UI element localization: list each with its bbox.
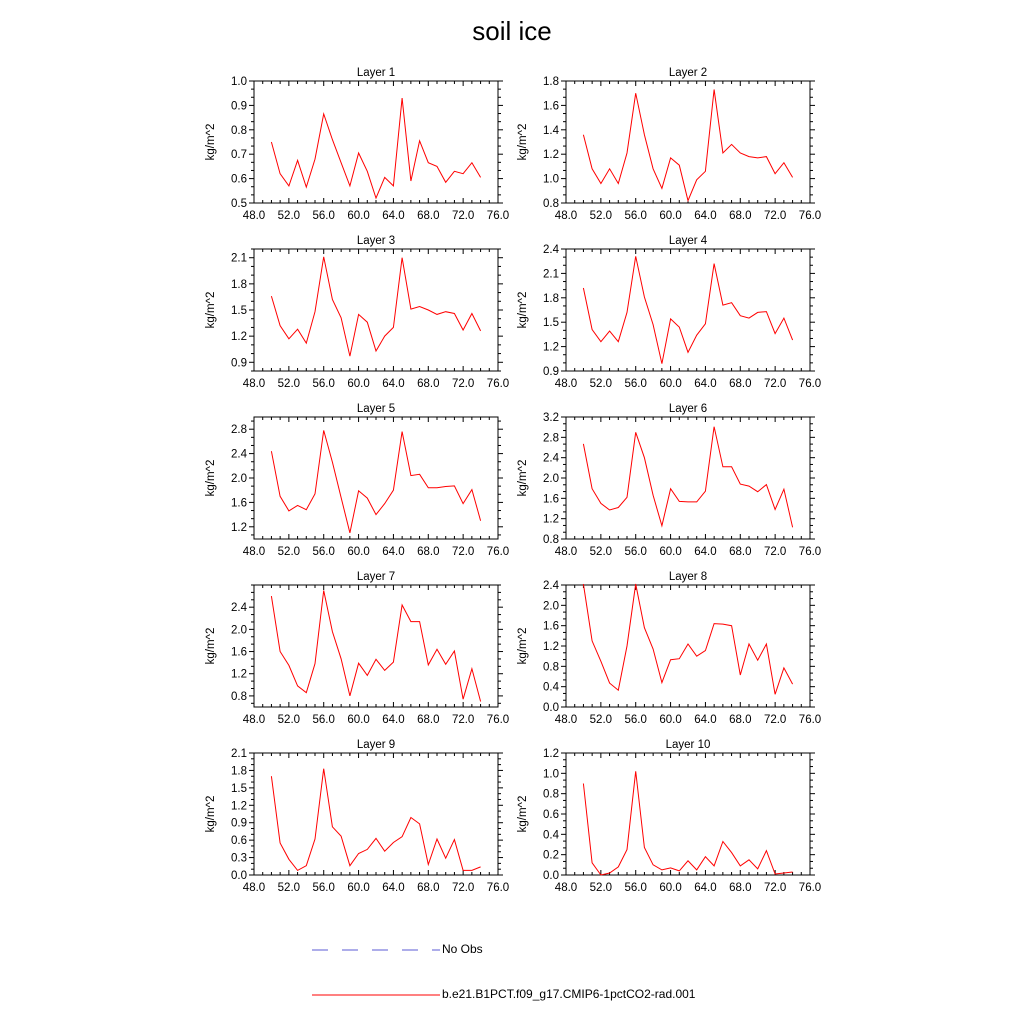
y-tick-label: 1.8	[543, 76, 559, 88]
x-tick-label: 68.0	[417, 714, 440, 726]
x-tick-label: 68.0	[417, 546, 440, 558]
legend-label-model-run: b.e21.B1PCT.f09_g17.CMIP6-1pctCO2-rad.001	[442, 987, 696, 1001]
x-tick-label: 60.0	[659, 882, 682, 894]
chart-panel-layer-7	[205, 571, 509, 726]
chart-panel-layer-2	[517, 67, 821, 222]
x-tick-label: 76.0	[798, 210, 822, 222]
y-tick-label: 2.1	[231, 252, 247, 265]
x-tick-label: 48.0	[242, 210, 266, 222]
y-tick-label: 1.2	[231, 668, 247, 681]
y-axis-label: kg/m^2	[517, 627, 529, 665]
x-tick-label: 72.0	[763, 210, 787, 222]
y-tick-label: 1.2	[543, 513, 559, 526]
y-tick-label: 1.2	[543, 641, 559, 653]
y-tick-label: 1.2	[543, 341, 559, 354]
x-tick-label: 48.0	[554, 882, 578, 894]
x-tick-label: 72.0	[451, 378, 475, 390]
panel-title: Layer 2	[668, 67, 708, 79]
panel-title: Layer 8	[668, 571, 708, 583]
series-line	[271, 98, 480, 198]
x-tick-label: 56.0	[312, 714, 335, 726]
y-tick-label: 0.6	[231, 173, 247, 186]
y-axis-label: kg/m^2	[205, 291, 217, 329]
x-tick-label: 76.0	[486, 546, 510, 558]
series-line	[271, 591, 480, 702]
x-tick-label: 64.0	[382, 882, 405, 894]
y-tick-label: 1.2	[231, 521, 247, 534]
plot-frame	[566, 585, 810, 707]
chart-panel-layer-9	[205, 739, 509, 894]
x-tick-label: 72.0	[763, 378, 787, 390]
y-tick-label: 0.4	[543, 829, 559, 842]
y-tick-label: 2.4	[231, 602, 247, 615]
y-tick-label: 2.4	[543, 452, 559, 465]
x-tick-label: 76.0	[798, 378, 822, 390]
legend-swatch-model-run	[312, 989, 440, 1001]
x-tick-label: 56.0	[624, 378, 647, 390]
chart-panel-layer-10	[517, 739, 821, 894]
x-tick-label: 48.0	[554, 714, 578, 726]
x-tick-label: 56.0	[624, 714, 647, 726]
x-tick-label: 60.0	[347, 378, 370, 390]
x-tick-label: 60.0	[347, 882, 370, 894]
y-tick-label: 1.2	[543, 149, 559, 162]
x-tick-label: 48.0	[242, 378, 266, 390]
series-line	[583, 90, 792, 201]
y-tick-label: 0.8	[231, 124, 247, 137]
y-tick-label: 1.8	[231, 765, 247, 778]
x-tick-label: 64.0	[382, 210, 405, 222]
x-tick-label: 72.0	[763, 882, 787, 894]
panel-title: Layer 6	[668, 403, 708, 415]
x-tick-label: 56.0	[312, 882, 335, 894]
y-tick-label: 0.0	[543, 870, 559, 882]
panel-title: Layer 1	[356, 67, 396, 79]
y-axis-label: kg/m^2	[517, 459, 529, 497]
x-tick-label: 64.0	[694, 378, 717, 390]
x-tick-label: 68.0	[417, 210, 440, 222]
x-tick-label: 52.0	[589, 546, 613, 558]
y-axis-label: kg/m^2	[205, 795, 217, 833]
panel-title: Layer 5	[356, 403, 396, 415]
x-tick-label: 56.0	[312, 546, 335, 558]
x-tick-label: 64.0	[382, 378, 405, 390]
plot-frame	[254, 417, 498, 539]
y-tick-label: 0.7	[231, 149, 247, 162]
x-tick-label: 76.0	[798, 546, 822, 558]
panel-title: Layer 4	[668, 235, 708, 247]
series-line	[583, 256, 792, 363]
y-tick-label: 2.8	[543, 432, 559, 445]
y-axis-label: kg/m^2	[205, 123, 217, 161]
x-tick-label: 48.0	[242, 714, 266, 726]
x-tick-label: 76.0	[486, 714, 510, 726]
y-tick-label: 0.2	[543, 849, 559, 862]
x-tick-label: 60.0	[347, 714, 370, 726]
x-tick-label: 52.0	[277, 882, 301, 894]
plot-frame	[566, 417, 810, 539]
series-line	[271, 257, 480, 356]
x-tick-label: 60.0	[347, 210, 370, 222]
x-tick-label: 48.0	[554, 546, 578, 558]
x-tick-label: 72.0	[451, 546, 475, 558]
series-line	[271, 769, 480, 871]
x-tick-label: 72.0	[763, 714, 787, 726]
y-tick-label: 1.4	[543, 124, 559, 137]
y-tick-label: 1.6	[543, 620, 559, 633]
x-tick-label: 60.0	[659, 546, 682, 558]
x-tick-label: 64.0	[382, 714, 405, 726]
x-tick-label: 52.0	[589, 210, 613, 222]
x-tick-label: 76.0	[486, 882, 510, 894]
y-tick-label: 2.0	[543, 473, 559, 485]
x-tick-label: 64.0	[694, 882, 717, 894]
y-tick-label: 1.5	[543, 317, 559, 330]
x-tick-label: 72.0	[451, 714, 475, 726]
y-tick-label: 2.0	[231, 624, 247, 637]
y-tick-label: 0.9	[543, 366, 559, 378]
y-tick-label: 0.8	[543, 788, 559, 801]
x-tick-label: 76.0	[798, 714, 822, 726]
x-tick-label: 60.0	[659, 714, 682, 726]
y-tick-label: 0.6	[543, 809, 559, 821]
chart-panel-layer-1	[205, 67, 509, 222]
y-axis-label: kg/m^2	[205, 459, 217, 497]
x-tick-label: 68.0	[729, 714, 752, 726]
y-tick-label: 1.0	[231, 76, 247, 88]
y-tick-label: 0.8	[543, 534, 559, 546]
y-tick-label: 0.3	[231, 852, 247, 865]
y-tick-label: 2.4	[543, 244, 559, 256]
x-tick-label: 64.0	[694, 210, 717, 222]
x-tick-label: 52.0	[589, 882, 613, 894]
x-tick-label: 76.0	[798, 882, 822, 894]
y-tick-label: 2.4	[231, 448, 247, 461]
legend-label-no-obs: No Obs	[442, 942, 483, 956]
x-tick-label: 68.0	[729, 546, 752, 558]
y-axis-label: kg/m^2	[517, 123, 529, 161]
chart-panel-layer-5	[205, 403, 509, 558]
plot-frame	[254, 753, 498, 875]
panel-title: Layer 3	[356, 235, 396, 247]
series-line	[583, 771, 792, 875]
x-tick-label: 64.0	[694, 714, 717, 726]
x-tick-label: 52.0	[277, 378, 301, 390]
x-tick-label: 48.0	[554, 378, 578, 390]
y-tick-label: 2.4	[543, 580, 559, 592]
x-tick-label: 68.0	[729, 378, 752, 390]
plot-frame	[566, 753, 810, 875]
x-tick-label: 68.0	[417, 378, 440, 390]
y-tick-label: 0.9	[231, 817, 247, 830]
x-tick-label: 76.0	[486, 378, 510, 390]
y-tick-label: 1.6	[543, 100, 559, 113]
x-tick-label: 52.0	[277, 714, 301, 726]
y-tick-label: 1.0	[543, 173, 559, 186]
panel-title: Layer 10	[665, 739, 711, 751]
panel-title: Layer 7	[356, 571, 396, 583]
x-tick-label: 72.0	[763, 546, 787, 558]
y-tick-label: 0.4	[543, 681, 559, 694]
y-tick-label: 3.2	[543, 412, 559, 424]
y-tick-label: 1.8	[543, 292, 559, 305]
legend-swatch-no-obs	[312, 944, 440, 956]
y-tick-label: 2.1	[231, 748, 247, 760]
x-tick-label: 68.0	[729, 210, 752, 222]
plot-frame	[566, 81, 810, 203]
x-tick-label: 60.0	[659, 210, 682, 222]
x-tick-label: 56.0	[312, 378, 335, 390]
y-tick-label: 1.6	[543, 493, 559, 506]
x-tick-label: 52.0	[589, 378, 613, 390]
x-tick-label: 56.0	[312, 210, 335, 222]
y-tick-label: 0.8	[543, 198, 559, 210]
y-tick-label: 2.8	[231, 424, 247, 437]
y-tick-label: 1.5	[231, 782, 247, 795]
x-tick-label: 52.0	[589, 714, 613, 726]
panel-title: Layer 9	[356, 739, 396, 751]
series-line	[583, 427, 792, 528]
y-tick-label: 2.0	[543, 600, 559, 613]
y-tick-label: 0.8	[231, 690, 247, 703]
y-tick-label: 0.8	[543, 661, 559, 674]
x-tick-label: 48.0	[554, 210, 578, 222]
x-tick-label: 72.0	[451, 882, 475, 894]
y-tick-label: 1.2	[543, 748, 559, 760]
chart-panel-layer-3	[205, 235, 509, 390]
x-tick-label: 56.0	[624, 882, 647, 894]
y-tick-label: 0.9	[231, 357, 247, 370]
x-tick-label: 72.0	[451, 210, 475, 222]
x-tick-label: 56.0	[624, 546, 647, 558]
y-tick-label: 1.8	[231, 278, 247, 291]
y-axis-label: kg/m^2	[517, 291, 529, 329]
chart-panel-layer-6	[517, 403, 821, 558]
plot-frame	[254, 81, 498, 203]
series-line	[583, 584, 792, 694]
y-tick-label: 1.0	[543, 768, 559, 781]
plot-frame	[254, 249, 498, 371]
series-line	[271, 430, 480, 533]
y-tick-label: 1.2	[231, 800, 247, 813]
x-tick-label: 48.0	[242, 882, 266, 894]
x-tick-label: 52.0	[277, 546, 301, 558]
chart-panel-layer-8	[517, 571, 821, 726]
x-tick-label: 60.0	[659, 378, 682, 390]
y-tick-label: 1.6	[231, 646, 247, 659]
x-tick-label: 60.0	[347, 546, 370, 558]
x-tick-label: 48.0	[242, 546, 266, 558]
page-title: soil ice	[472, 16, 552, 46]
x-tick-label: 68.0	[729, 882, 752, 894]
y-tick-label: 1.2	[231, 331, 247, 344]
y-tick-label: 1.5	[231, 305, 247, 317]
x-tick-label: 56.0	[624, 210, 647, 222]
y-tick-label: 0.0	[543, 702, 559, 714]
y-tick-label: 0.6	[231, 835, 247, 848]
x-tick-label: 68.0	[417, 882, 440, 894]
y-tick-label: 2.1	[543, 268, 559, 281]
x-tick-label: 76.0	[486, 210, 510, 222]
y-tick-label: 1.6	[231, 497, 247, 510]
y-tick-label: 0.9	[231, 100, 247, 113]
y-tick-label: 0.5	[231, 198, 247, 210]
y-axis-label: kg/m^2	[205, 627, 217, 665]
chart-panel-layer-4	[517, 235, 821, 390]
x-tick-label: 52.0	[277, 210, 301, 222]
y-tick-label: 2.0	[231, 473, 247, 485]
x-tick-label: 64.0	[382, 546, 405, 558]
x-tick-label: 64.0	[694, 546, 717, 558]
y-axis-label: kg/m^2	[517, 795, 529, 833]
y-tick-label: 0.0	[231, 870, 247, 882]
